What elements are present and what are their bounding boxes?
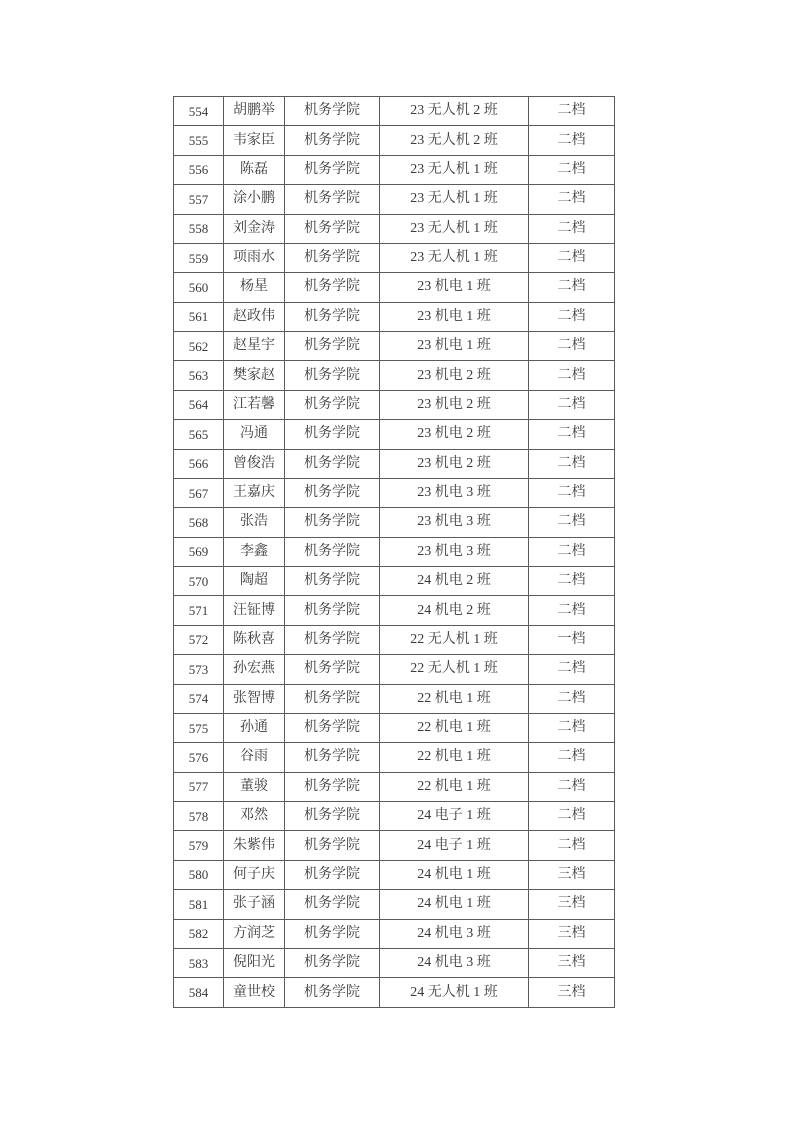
cell-name: 江若馨 bbox=[224, 390, 285, 419]
cell-tier: 二档 bbox=[529, 655, 615, 684]
cell-tier: 二档 bbox=[529, 567, 615, 596]
cell-tier: 二档 bbox=[529, 97, 615, 126]
cell-class: 23 机电 3 班 bbox=[380, 478, 529, 507]
cell-name: 谷雨 bbox=[224, 743, 285, 772]
cell-class: 24 机电 3 班 bbox=[380, 948, 529, 977]
cell-class: 22 机电 1 班 bbox=[380, 713, 529, 742]
cell-number: 555 bbox=[174, 126, 224, 155]
cell-tier: 二档 bbox=[529, 302, 615, 331]
cell-name: 韦家臣 bbox=[224, 126, 285, 155]
cell-college: 机务学院 bbox=[285, 243, 380, 272]
cell-name: 胡鹏举 bbox=[224, 97, 285, 126]
cell-tier: 二档 bbox=[529, 243, 615, 272]
cell-name: 陶超 bbox=[224, 567, 285, 596]
cell-class: 24 机电 3 班 bbox=[380, 919, 529, 948]
cell-tier: 二档 bbox=[529, 332, 615, 361]
cell-class: 23 无人机 2 班 bbox=[380, 126, 529, 155]
cell-number: 568 bbox=[174, 508, 224, 537]
cell-tier: 二档 bbox=[529, 273, 615, 302]
cell-class: 23 无人机 1 班 bbox=[380, 155, 529, 184]
cell-tier: 二档 bbox=[529, 772, 615, 801]
cell-name: 董骏 bbox=[224, 772, 285, 801]
cell-name: 王嘉庆 bbox=[224, 478, 285, 507]
table-row bbox=[174, 919, 615, 948]
cell-college: 机务学院 bbox=[285, 860, 380, 889]
cell-tier: 三档 bbox=[529, 890, 615, 919]
cell-college: 机务学院 bbox=[285, 596, 380, 625]
cell-name: 邓然 bbox=[224, 802, 285, 831]
cell-name: 杨星 bbox=[224, 273, 285, 302]
cell-tier: 二档 bbox=[529, 449, 615, 478]
cell-college: 机务学院 bbox=[285, 890, 380, 919]
cell-number: 570 bbox=[174, 567, 224, 596]
cell-college: 机务学院 bbox=[285, 831, 380, 860]
cell-number: 557 bbox=[174, 185, 224, 214]
cell-tier: 三档 bbox=[529, 919, 615, 948]
cell-number: 556 bbox=[174, 155, 224, 184]
cell-college: 机务学院 bbox=[285, 420, 380, 449]
cell-college: 机务学院 bbox=[285, 537, 380, 566]
table-row bbox=[174, 420, 615, 449]
cell-name: 陈秋喜 bbox=[224, 625, 285, 654]
table-row bbox=[174, 596, 615, 625]
cell-name: 张智博 bbox=[224, 684, 285, 713]
cell-tier: 三档 bbox=[529, 978, 615, 1008]
cell-class: 23 机电 2 班 bbox=[380, 449, 529, 478]
cell-class: 24 电子 1 班 bbox=[380, 831, 529, 860]
cell-tier: 二档 bbox=[529, 508, 615, 537]
cell-number: 566 bbox=[174, 449, 224, 478]
cell-name: 项雨水 bbox=[224, 243, 285, 272]
table-row bbox=[174, 185, 615, 214]
cell-class: 23 无人机 2 班 bbox=[380, 97, 529, 126]
cell-college: 机务学院 bbox=[285, 302, 380, 331]
cell-number: 560 bbox=[174, 273, 224, 302]
table-row bbox=[174, 684, 615, 713]
cell-name: 方润芝 bbox=[224, 919, 285, 948]
cell-name: 陈磊 bbox=[224, 155, 285, 184]
table-row bbox=[174, 155, 615, 184]
cell-name: 张浩 bbox=[224, 508, 285, 537]
cell-number: 561 bbox=[174, 302, 224, 331]
cell-class: 22 无人机 1 班 bbox=[380, 625, 529, 654]
cell-tier: 二档 bbox=[529, 390, 615, 419]
cell-class: 24 无人机 1 班 bbox=[380, 978, 529, 1008]
table-row bbox=[174, 860, 615, 889]
cell-class: 23 机电 2 班 bbox=[380, 361, 529, 390]
cell-college: 机务学院 bbox=[285, 97, 380, 126]
cell-college: 机务学院 bbox=[285, 214, 380, 243]
table-row bbox=[174, 243, 615, 272]
cell-college: 机务学院 bbox=[285, 273, 380, 302]
cell-number: 559 bbox=[174, 243, 224, 272]
table-row bbox=[174, 214, 615, 243]
cell-tier: 二档 bbox=[529, 361, 615, 390]
cell-college: 机务学院 bbox=[285, 332, 380, 361]
cell-number: 579 bbox=[174, 831, 224, 860]
cell-class: 24 电子 1 班 bbox=[380, 802, 529, 831]
cell-number: 577 bbox=[174, 772, 224, 801]
cell-tier: 二档 bbox=[529, 743, 615, 772]
cell-tier: 二档 bbox=[529, 831, 615, 860]
cell-college: 机务学院 bbox=[285, 978, 380, 1008]
cell-number: 582 bbox=[174, 919, 224, 948]
cell-number: 583 bbox=[174, 948, 224, 977]
cell-number: 581 bbox=[174, 890, 224, 919]
cell-class: 23 无人机 1 班 bbox=[380, 185, 529, 214]
cell-name: 李鑫 bbox=[224, 537, 285, 566]
table-row bbox=[174, 332, 615, 361]
cell-college: 机务学院 bbox=[285, 508, 380, 537]
cell-number: 575 bbox=[174, 713, 224, 742]
cell-number: 569 bbox=[174, 537, 224, 566]
cell-tier: 三档 bbox=[529, 948, 615, 977]
cell-name: 赵星宇 bbox=[224, 332, 285, 361]
cell-class: 22 机电 1 班 bbox=[380, 772, 529, 801]
table-row bbox=[174, 449, 615, 478]
cell-college: 机务学院 bbox=[285, 361, 380, 390]
cell-name: 张子涵 bbox=[224, 890, 285, 919]
student-roster-table bbox=[173, 96, 615, 1008]
cell-tier: 二档 bbox=[529, 126, 615, 155]
cell-college: 机务学院 bbox=[285, 919, 380, 948]
cell-name: 刘金涛 bbox=[224, 214, 285, 243]
cell-class: 24 机电 2 班 bbox=[380, 567, 529, 596]
cell-number: 572 bbox=[174, 625, 224, 654]
table-row bbox=[174, 772, 615, 801]
cell-tier: 二档 bbox=[529, 537, 615, 566]
cell-name: 何子庆 bbox=[224, 860, 285, 889]
cell-tier: 二档 bbox=[529, 420, 615, 449]
cell-college: 机务学院 bbox=[285, 948, 380, 977]
cell-class: 24 机电 1 班 bbox=[380, 860, 529, 889]
cell-number: 573 bbox=[174, 655, 224, 684]
cell-number: 580 bbox=[174, 860, 224, 889]
table-row bbox=[174, 302, 615, 331]
cell-class: 22 机电 1 班 bbox=[380, 743, 529, 772]
cell-number: 567 bbox=[174, 478, 224, 507]
cell-college: 机务学院 bbox=[285, 684, 380, 713]
table-row bbox=[174, 743, 615, 772]
cell-tier: 二档 bbox=[529, 478, 615, 507]
cell-college: 机务学院 bbox=[285, 625, 380, 654]
cell-college: 机务学院 bbox=[285, 126, 380, 155]
cell-tier: 二档 bbox=[529, 713, 615, 742]
table-row bbox=[174, 126, 615, 155]
cell-class: 23 机电 1 班 bbox=[380, 273, 529, 302]
cell-class: 23 机电 3 班 bbox=[380, 508, 529, 537]
cell-college: 机务学院 bbox=[285, 713, 380, 742]
cell-number: 578 bbox=[174, 802, 224, 831]
cell-number: 574 bbox=[174, 684, 224, 713]
table-row bbox=[174, 97, 615, 126]
cell-tier: 二档 bbox=[529, 684, 615, 713]
cell-tier: 二档 bbox=[529, 802, 615, 831]
table-row bbox=[174, 890, 615, 919]
cell-class: 23 机电 3 班 bbox=[380, 537, 529, 566]
table-row bbox=[174, 802, 615, 831]
cell-class: 22 无人机 1 班 bbox=[380, 655, 529, 684]
cell-tier: 二档 bbox=[529, 185, 615, 214]
cell-name: 童世校 bbox=[224, 978, 285, 1008]
table-row bbox=[174, 655, 615, 684]
cell-class: 23 机电 2 班 bbox=[380, 420, 529, 449]
table-row bbox=[174, 567, 615, 596]
cell-name: 朱紫伟 bbox=[224, 831, 285, 860]
cell-number: 562 bbox=[174, 332, 224, 361]
roster-table-body bbox=[174, 97, 615, 1008]
cell-number: 554 bbox=[174, 97, 224, 126]
cell-tier: 一档 bbox=[529, 625, 615, 654]
cell-number: 563 bbox=[174, 361, 224, 390]
cell-college: 机务学院 bbox=[285, 390, 380, 419]
cell-college: 机务学院 bbox=[285, 743, 380, 772]
table-row bbox=[174, 390, 615, 419]
cell-class: 22 机电 1 班 bbox=[380, 684, 529, 713]
cell-number: 564 bbox=[174, 390, 224, 419]
cell-tier: 二档 bbox=[529, 214, 615, 243]
cell-class: 23 机电 1 班 bbox=[380, 302, 529, 331]
cell-number: 558 bbox=[174, 214, 224, 243]
cell-college: 机务学院 bbox=[285, 185, 380, 214]
cell-college: 机务学院 bbox=[285, 155, 380, 184]
cell-name: 冯通 bbox=[224, 420, 285, 449]
table-row bbox=[174, 508, 615, 537]
cell-name: 赵政伟 bbox=[224, 302, 285, 331]
table-row bbox=[174, 537, 615, 566]
cell-college: 机务学院 bbox=[285, 449, 380, 478]
cell-name: 曾俊浩 bbox=[224, 449, 285, 478]
cell-class: 23 机电 2 班 bbox=[380, 390, 529, 419]
cell-class: 24 机电 1 班 bbox=[380, 890, 529, 919]
table-row bbox=[174, 713, 615, 742]
table-row bbox=[174, 625, 615, 654]
cell-name: 樊家赵 bbox=[224, 361, 285, 390]
table-row bbox=[174, 273, 615, 302]
cell-tier: 三档 bbox=[529, 860, 615, 889]
cell-name: 汪钲博 bbox=[224, 596, 285, 625]
cell-college: 机务学院 bbox=[285, 567, 380, 596]
table-row bbox=[174, 831, 615, 860]
cell-college: 机务学院 bbox=[285, 802, 380, 831]
cell-name: 孙宏燕 bbox=[224, 655, 285, 684]
cell-college: 机务学院 bbox=[285, 772, 380, 801]
cell-class: 23 无人机 1 班 bbox=[380, 214, 529, 243]
cell-tier: 二档 bbox=[529, 596, 615, 625]
cell-number: 584 bbox=[174, 978, 224, 1008]
cell-number: 571 bbox=[174, 596, 224, 625]
cell-class: 23 无人机 1 班 bbox=[380, 243, 529, 272]
cell-college: 机务学院 bbox=[285, 655, 380, 684]
cell-number: 565 bbox=[174, 420, 224, 449]
cell-tier: 二档 bbox=[529, 155, 615, 184]
cell-name: 孙通 bbox=[224, 713, 285, 742]
cell-number: 576 bbox=[174, 743, 224, 772]
table-row bbox=[174, 478, 615, 507]
cell-name: 涂小鹏 bbox=[224, 185, 285, 214]
table-row bbox=[174, 948, 615, 977]
cell-name: 倪阳光 bbox=[224, 948, 285, 977]
table-row bbox=[174, 978, 615, 1008]
cell-class: 24 机电 2 班 bbox=[380, 596, 529, 625]
cell-college: 机务学院 bbox=[285, 478, 380, 507]
cell-class: 23 机电 1 班 bbox=[380, 332, 529, 361]
table-row bbox=[174, 361, 615, 390]
